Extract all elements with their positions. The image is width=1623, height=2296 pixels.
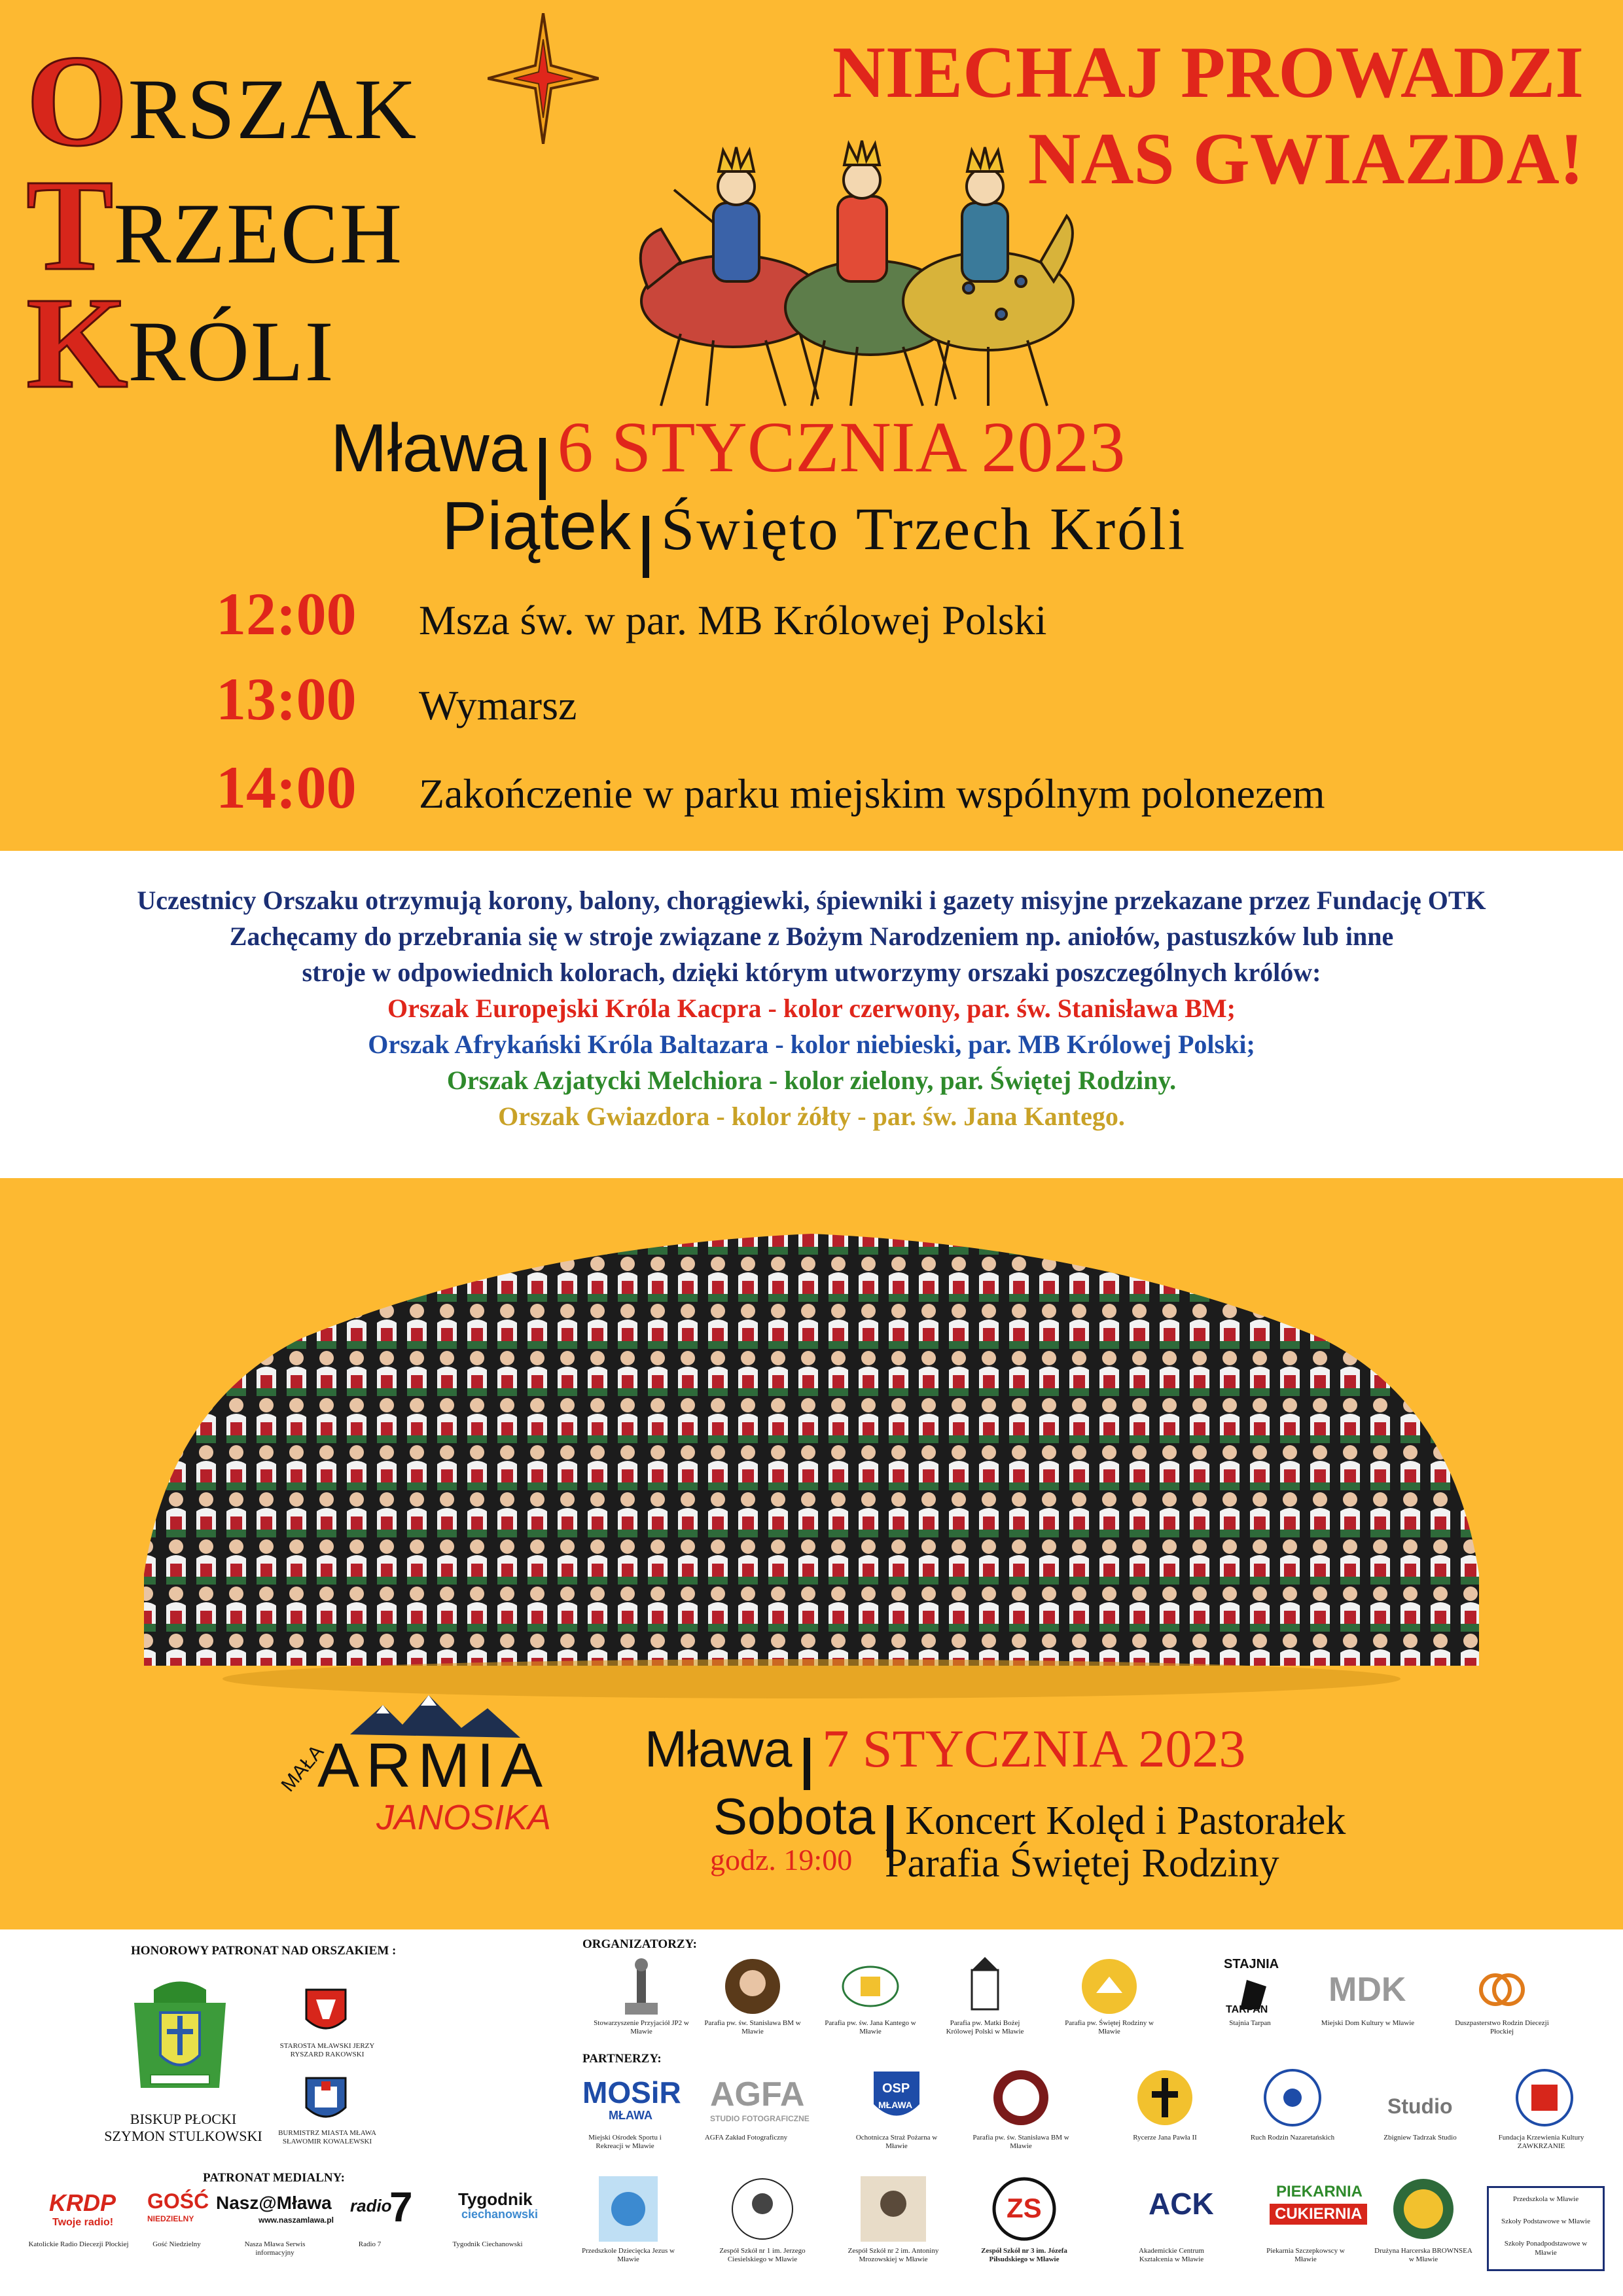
bishop-caption [98, 2111, 268, 2145]
partners-row [569, 2068, 1603, 2160]
choir-group-photo [131, 1208, 1492, 1705]
partner-caption: Zespół Szkół nr 3 im. Józefa Piłsudskiego w Mławie [981, 2247, 1067, 2263]
mb-krolowej-polski-parish-icon [959, 1957, 1011, 2016]
tarpan-logo-text: TARPAN [1226, 2004, 1268, 2015]
partner-caption: Piekarnia Szczepkowscy w Mławie [1266, 2247, 1345, 2263]
logo-text-armia: ARMIA [317, 1731, 550, 1801]
logo-initial-k: K [26, 271, 128, 416]
partner-caption: Zbigniew Tadrzak Studio [1383, 2134, 1457, 2142]
duszpasterstwo-rodzin-icon [1472, 1960, 1531, 2013]
zs-logo-text: ZS [1007, 2193, 1042, 2223]
schools-line: Przedszkola w Mławie [1512, 2195, 1579, 2203]
bishop-title: BISKUP PŁOCKI [130, 2111, 237, 2127]
st-jan-kanty-parish-icon [841, 1960, 900, 2013]
zs2-icon [861, 2176, 926, 2242]
separator [804, 1738, 810, 1790]
event1-feast: Święto Trzech Króli [661, 495, 1187, 562]
schools-line: Szkoły Ponadpodstawowe w Mławie [1504, 2240, 1588, 2257]
event1-date-row [330, 406, 1125, 500]
logo-text-rszak: RSZAK [128, 61, 418, 157]
partner-caption: Drużyna Harcerska BROWNSEA w Mławie [1374, 2247, 1472, 2263]
logo-text-janosika: JANOSIKA [376, 1798, 552, 1837]
media-caption: Katolickie Radio Diecezji Płockiej [28, 2240, 129, 2248]
radio7-logo-text: radio [350, 2196, 392, 2215]
nasza-mlawa-logo-text: Nasz@Mława [216, 2193, 332, 2213]
event2-place: Parafia Świętej Rodziny [885, 1841, 1279, 1886]
ack-logo-text: ACK [1149, 2187, 1214, 2221]
partner-caption: AGFA Zakład Fotograficzny [704, 2134, 788, 2142]
partners-heading: PARTNERZY: [582, 2052, 662, 2066]
schedule-time: 12:00 [216, 581, 357, 647]
st-stanislaw-parish-icon [723, 1957, 782, 2016]
nasza-mlawa-logo-sub: www.naszamlawa.pl [259, 2215, 334, 2225]
brownsea-icon [1391, 2176, 1456, 2242]
honorary-patronage-heading: HONOROWY PATRONAT NAD ORSZAKIEM : [131, 1944, 397, 1958]
slogan-line-2: NAS GWIAZDA! [1027, 118, 1584, 200]
mala-armia-janosika-logo [272, 1689, 638, 1846]
info-orszak-red: Orszak Europejski Króla Kacpra - kolor czerwony, par. św. Stanisława BM; [387, 994, 1236, 1023]
partner-caption: Ochotnicza Straż Pożarna w Mławie [855, 2134, 938, 2150]
piekarnia-logo-text: PIEKARNIA [1276, 2183, 1363, 2200]
mdk-logo-text: MDK [1329, 1971, 1406, 2009]
organizer-caption: Duszpasterstwo Rodzin Diecezji Płockiej [1455, 2019, 1549, 2036]
partners-row-schools [569, 2176, 1486, 2287]
krdp-logo-sub: Twoje radio! [52, 2217, 114, 2228]
event1-day-row [442, 488, 1186, 578]
event2-day: Sobota [713, 1787, 876, 1845]
osp-logo-sub: MŁAWA [878, 2100, 913, 2110]
mosir-logo-text: MOSiR [582, 2075, 681, 2109]
burmistrz-caption: BURMISTRZ MIASTA MŁAWA SŁAWOMIR KOWALEWSKI [278, 2129, 376, 2145]
media-logos-row [28, 2183, 576, 2287]
info-text [0, 882, 1623, 1134]
schedule-desc: Zakończenie w parku miejskim wspólnym polonezem [419, 770, 1325, 817]
logo-line-kroli [26, 268, 335, 418]
county-coat-of-arms [303, 1986, 349, 2039]
partner-caption: Rycerze Jana Pawła II [1133, 2134, 1197, 2142]
stajnia-logo-text: STAJNIA [1224, 1957, 1279, 1971]
media-caption: Nasza Mława Serwis informacyjny [244, 2240, 306, 2257]
gosc-logo-text: GOŚĆ [147, 2189, 209, 2213]
logo-text-roli: RÓLI [128, 303, 335, 399]
schools-line: Szkoły Podstawowe w Mławie [1501, 2217, 1590, 2225]
agfa-logo-sub: STUDIO FOTOGRAFICZNE [710, 2114, 810, 2123]
radio7-logo-num: 7 [389, 2183, 413, 2231]
logo-initial-t: T [26, 153, 114, 298]
media-caption: Gość Niedzielny [152, 2240, 201, 2248]
star-icon [488, 13, 599, 144]
organizer-caption: Stowarzyszenie Przyjaciół JP2 w Mławie [594, 2019, 689, 2036]
logo-text-rzech: RZECH [113, 185, 404, 281]
organizer-caption: Miejski Dom Kultury w Mławie [1321, 2019, 1415, 2027]
przedszkole-icon [599, 2176, 658, 2242]
event1-day: Piątek [442, 488, 632, 564]
osp-logo-text: OSP [882, 2081, 910, 2096]
schools-box [1487, 2186, 1605, 2271]
tygodnik-logo-text: Tygodnik [458, 2189, 533, 2209]
event2-date: 7 STYCZNIA 2023 [822, 1719, 1246, 1778]
event2-city: Mława [645, 1720, 793, 1778]
slogan-line-1: NIECHAJ PROWADZI [832, 32, 1584, 113]
event2-hour: godz. 19:00 [710, 1843, 853, 1876]
schedule-item [216, 753, 1325, 822]
organizer-caption: Parafia pw. Świętej Rodziny w Mławie [1065, 2019, 1154, 2036]
jp2-statue-icon [618, 1957, 664, 2016]
rycerze-jp2-icon [1135, 2068, 1194, 2127]
schedule-time: 14:00 [216, 754, 357, 821]
event2-title: Koncert Kolęd i Pastorałek [905, 1799, 1346, 1843]
organizer-caption: Parafia pw. św. Jana Kantego w Mławie [825, 2019, 916, 2036]
partner-caption: Parafia pw. św. Stanisława BM w Mławie [972, 2134, 1069, 2150]
organizers-heading: ORGANIZATORZY: [582, 1937, 697, 1951]
mosir-logo-sub: MŁAWA [609, 2109, 652, 2122]
info-orszak-blue: Orszak Afrykański Króla Baltazara - kolor niebieski, par. MB Królowej Polski; [368, 1030, 1255, 1059]
separator [643, 516, 649, 578]
osp-shield-icon [870, 2068, 923, 2127]
stanislaw-parish-partner-icon [991, 2068, 1050, 2127]
partner-caption: Fundacja Krzewienia Kultury ZAWKRZANIE [1498, 2134, 1584, 2150]
schedule-item [216, 579, 1046, 649]
media-caption: Tygodnik Ciechanowski [452, 2240, 523, 2248]
organizer-caption: Stajnia Tarpan [1229, 2019, 1271, 2027]
info-orszak-gold: Orszak Gwiazdora - kolor żółty - par. św. Jana Kantego. [498, 1102, 1125, 1131]
partner-caption: Miejski Ośrodek Sportu i Rekreacji w Mławie [588, 2134, 662, 2150]
partner-caption: Zespół Szkół nr 2 im. Antoniny Mrozowskiej w Mławie [847, 2247, 939, 2263]
partner-caption: Zespół Szkół nr 1 im. Jerzego Ciesielskiego w Mławie [719, 2247, 806, 2263]
schedule-item [216, 664, 577, 734]
info-line: Zachęcamy do przebrania się w stroje związane z Bożym Narodzeniem np. aniołów, pastuszków lub inne [229, 922, 1394, 951]
event2-date-row [645, 1718, 1245, 1790]
organizer-caption: Parafia pw. Matki Bożej Królowej Polski w Mławie [946, 2019, 1024, 2036]
logo-text-mala: MAŁA [277, 1741, 329, 1796]
organizers-row [592, 1957, 1600, 2049]
cukiernia-logo-text: CUKIERNIA [1270, 2204, 1367, 2225]
swieta-rodzina-parish-icon [1080, 1957, 1139, 2016]
info-line: Uczestnicy Orszaku otrzymują korony, balony, chorągiewki, śpiewniki i gazety misyjne przekazane przez Fundację OTK [137, 886, 1486, 915]
schedule-time: 13:00 [216, 666, 357, 732]
krdp-logo-text: KRDP [49, 2189, 116, 2216]
ruch-rodzin-icon [1263, 2068, 1322, 2127]
partner-caption: Przedszkole Dziecięcka Jezus w Mławie [581, 2247, 675, 2263]
event1-city: Mława [330, 410, 527, 486]
organizer-caption: Parafia pw. św. Stanisława BM w Mławie [704, 2019, 801, 2036]
schedule-desc: Msza św. w par. MB Królowej Polski [419, 597, 1047, 643]
bishop-coat-of-arms [115, 1977, 245, 2101]
three-kings-illustration [622, 131, 1086, 419]
info-orszak-green: Orszak Azjatycki Melchiora - kolor zielony, par. Świętej Rodziny. [446, 1066, 1177, 1095]
agfa-logo-text: AGFA [710, 2075, 805, 2113]
partner-caption: Akademickie Centrum Kształcenia w Mławie [1139, 2247, 1204, 2263]
bishop-name: SZYMON STULKOWSKI [104, 2128, 262, 2144]
city-coat-of-arms [303, 2075, 349, 2127]
partner-caption: Ruch Rodzin Nazaretańskich [1250, 2134, 1335, 2142]
studio-logo-text: Studio [1387, 2094, 1453, 2118]
logo-initial-o: O [26, 29, 128, 173]
zs1-icon [730, 2176, 795, 2242]
starosta-caption: STAROSTA MŁAWSKI JERZY RYSZARD RAKOWSKI [279, 2042, 375, 2058]
media-caption: Radio 7 [358, 2240, 382, 2248]
media-patronage-heading: PATRONAT MEDIALNY: [203, 2171, 345, 2185]
tygodnik-logo-sub: ciechanowski [461, 2208, 539, 2221]
info-line: stroje w odpowiednich kolorach, dzięki którym utworzymy orszaki poszczególnych królów: [302, 958, 1321, 987]
event1-date: 6 STYCZNIA 2023 [557, 407, 1126, 487]
gosc-logo-sub: NIEDZIELNY [147, 2214, 194, 2223]
schedule-desc: Wymarsz [419, 682, 577, 728]
zawkrzanie-icon [1515, 2068, 1574, 2127]
